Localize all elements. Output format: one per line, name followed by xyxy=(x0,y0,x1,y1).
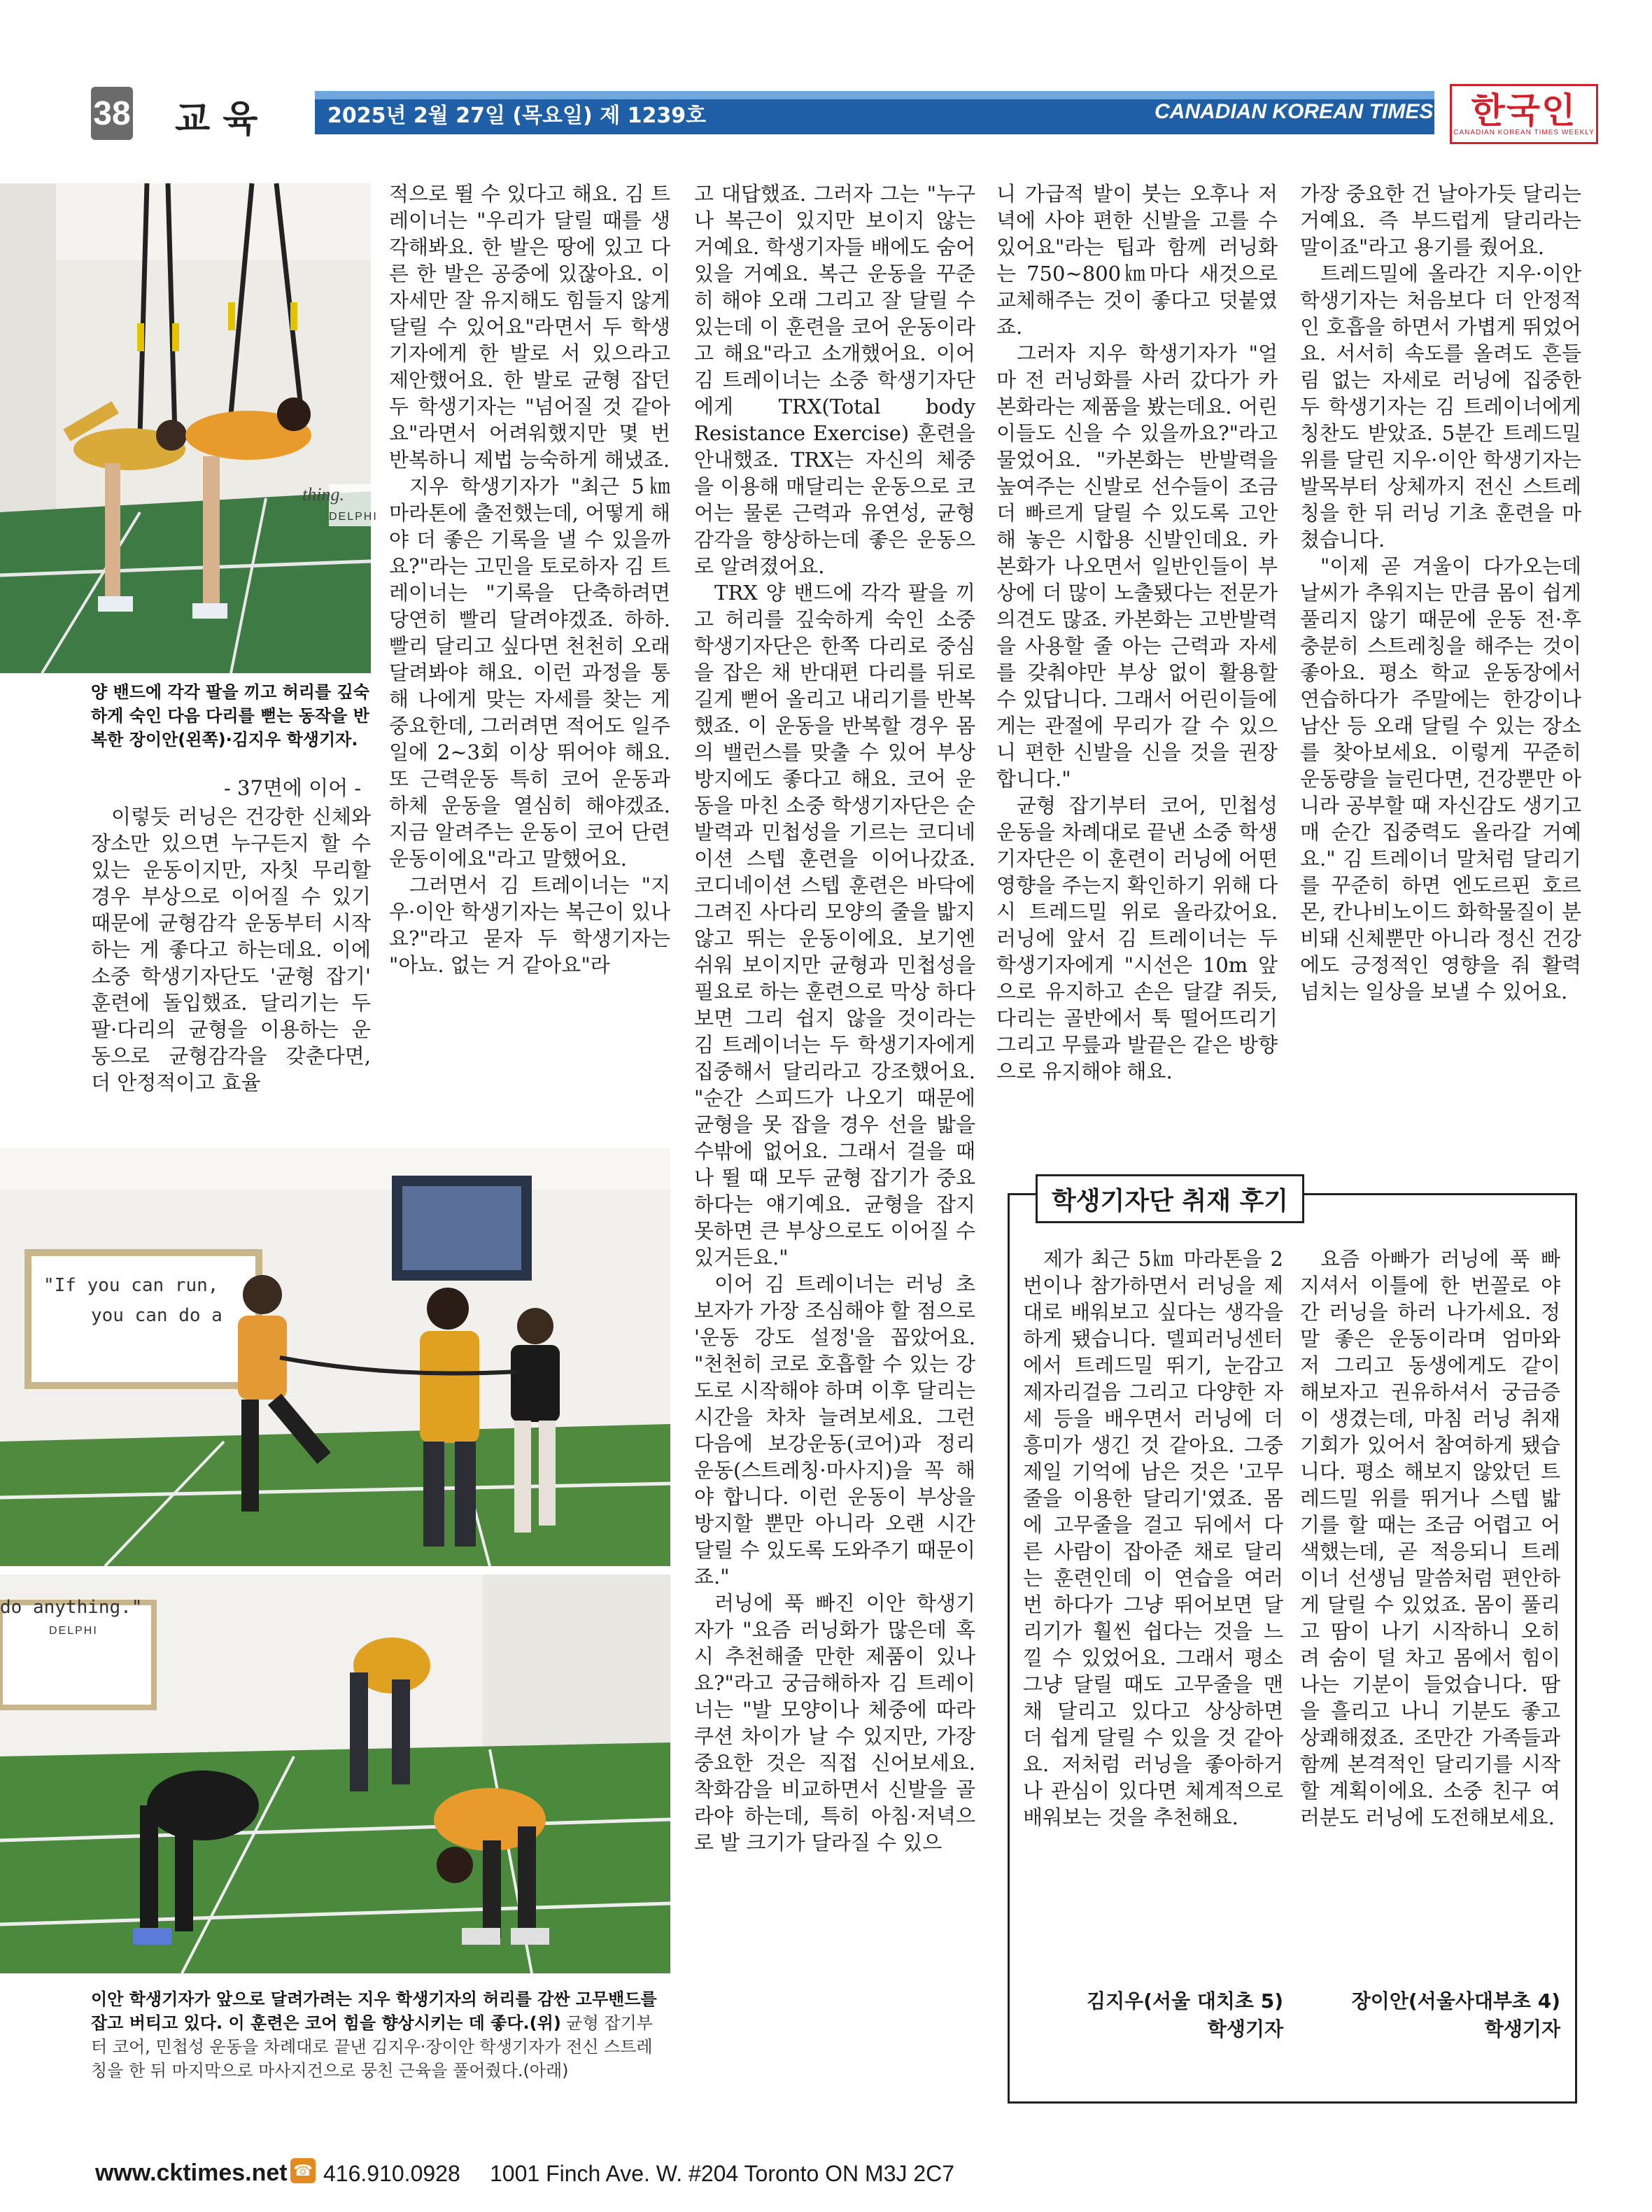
footer-address: 1001 Finch Ave. W. #204 Toronto ON M3J 2C7 xyxy=(490,2161,955,2186)
photo-trx-exercise xyxy=(0,183,378,673)
signature-name: 장이안(서울사대부초 4) xyxy=(1351,1989,1560,2013)
issue-date: 2025년 2월 27일 (목요일) 제 1239호 xyxy=(327,104,707,128)
paragraph: 이렇듯 러닝은 건강한 신체와 장소만 있으면 누구든지 할 수 있는 운동이지만, 자칫 무리할 경우 부상으로 이어질 수 있기 때문에 균형감각 운동부터 시작하는 게 좋다고 하는데요. 이에 소중 학생기자단도 '균형 잡기' 훈련에 돌입했죠. 달리기는 두 팔·다리의 균형을 이용하는 운동으로 균형감각을 갖춘다면, 더 안정적이고 효율 xyxy=(91,805,371,1094)
trx-photo-illustration xyxy=(0,183,371,673)
paragraph: 제가 최근 5㎞ 마라톤을 2번이나 참가하면서 러닝을 제대로 배워보고 싶다는 생각을 하게 됐습니다. 델피러닝센터에서 트레드밀 뛰기, 눈감고 제자리걸음 그리고 다양한 자세 등을 배우면서 러닝에 더 흥미가 생긴 것 같아요. 그중 제일 기억에 남은 것은 '고무줄을 이용한 달리기'였죠. 몸에 고무줄을 걸고 뒤에서 다른 사람이 잡아준 채로 달리는 훈련인데 이 연습을 여러 번 하다가 그냥 뛰어보면 달리기가 훨씬 쉽다는 것을 느낄 수 있었어요. 그래서 평소 그냥 달릴 때도 고무줄을 맨 채 달리고 있다고 상상하면 더 쉽게 달릴 수 있을 것 같아요. 저처럼 러닝을 좋아하거나 관심이 있다면 체계적으로 배워보는 것을 추천해요. xyxy=(1023,1247,1283,1829)
paragraph: TRX 양 밴드에 각각 팔을 끼고 허리를 깊숙하게 숙인 소중 학생기자단은 한쪽 다리로 중심을 잡은 채 반대편 다리를 뒤로 길게 뻗어 올리고 내리기를 반복했죠. 이 운동을 반복할 경우 몸의 밸런스를 맞출 수 있어 부상 방지에도 좋다고 해요. 코어 운동을 마친 소중 학생기자단은 순발력과 민첩성을 기르는 코디네이션 스텝 훈련을 이어나갔죠. 코디네이션 스텝 훈련은 바닥에 그려진 사다리 모양의 줄을 밟지 않고 뛰는 운동이에요. 보기엔 쉬워 보이지만 균형과 민첩성을 필요로 하는 훈련으로 막상 하다 보면 그리 쉽지 않을 것이라는 김 트레이너는 두 학생기자에게 집중해서 달리라고 강조했어요. "순간 스피드가 나오기 때문에 균형을 못 잡을 경우 선을 밟을 수밖에 없어요. 그래서 걸을 때나 뛸 때 모두 균형 잡기가 중요하다는 얘기예요. 균형을 잡지 못하면 큰 부상으로도 이어질 수 있거든요." xyxy=(694,581,975,1269)
phone-icon: ☎ xyxy=(290,2158,316,2183)
photo-resistance-band xyxy=(0,1148,670,1566)
wall-slogan: thing. xyxy=(302,484,344,505)
article-column-4 xyxy=(996,181,1278,1085)
paragraph: 그러면서 김 트레이너는 "지우·이안 학생기자는 복근이 있나요?"라고 묻자 두 학생기자는 "아뇨. 없는 거 같아요"라 xyxy=(389,873,670,977)
article-column-2 xyxy=(389,181,670,978)
wall-slogan-line-3: do anything." xyxy=(0,1597,143,1618)
review-right-text xyxy=(1300,1246,1560,1831)
paragraph: 가장 중요한 건 날아가듯 달리는 거예요. 즉 부드럽게 달리라는 말이죠"라고 용기를 줬어요. xyxy=(1300,182,1581,259)
paragraph: "이제 곧 겨울이 다가오는데 날씨가 추워지는 만큼 몸이 쉽게 풀리지 않기 때문에 운동 전·후 충분히 스트레칭을 해주는 것이 좋아요. 평소 학교 운동장에서 연습하다가 주말에는 한강이나 남산 등 오래 달릴 수 있는 장소를 찾아보세요. 이렇게 꾸준히 운동량을 늘린다면, 건강뿐만 아니라 공부할 때 자신감도 생기고 매 순간 집중력도 올라갈 거예요." 김 트레이너 말처럼 달리기를 꾸준히 하면 엔도르핀 호르몬, 칸나비노이드 화학물질이 분비돼 신체뿐만 아니라 정신 건강에도 긍정적인 영향을 줘 활력 넘치는 일상을 보낼 수 있어요. xyxy=(1300,554,1581,1003)
wall-slogan-line-1: "If you can run, xyxy=(43,1275,219,1296)
article-column-1 xyxy=(91,803,371,1096)
paragraph: 그러자 지우 학생기자가 "얼마 전 러닝화를 사러 갔다가 카본화라는 제품을 봤는데요. 어린이들도 신을 수 있을까요?"라고 물었어요. "카본화는 반발력을 높여주는 신발로 선수들이 조금 더 빠르게 달릴 수 있도록 고안해 놓은 시합용 신발인데요. 카본화가 나오면서 일반인들이 부상에 더 많이 노출됐다는 전문가 의견도 많죠. 카본화는 고반발력을 사용할 줄 아는 근력과 자세를 갖춰야만 부상 없이 활용할 수 있답니다. 그래서 어린이들에게는 관절에 무리가 갈 수 있으니 편한 신발을 신을 것을 권장합니다." xyxy=(996,341,1278,791)
article-column-5 xyxy=(1300,181,1581,1005)
paragraph: 트레드밀에 올라간 지우·이안 학생기자는 처음보다 더 안정적인 호흡을 하면서 가볍게 뛰었어요. 서서히 속도를 올려도 흔들림 없는 자세로 러닝에 집중한 두 학생기자는 김 트레이너에게 칭찬도 받았죠. 5분간 트레드밀 위를 달린 지우·이안 학생기자는 발목부터 상체까지 전신 스트레칭을 한 뒤 러닝 기초 훈련을 마쳤습니다. xyxy=(1300,262,1581,551)
review-left-text xyxy=(1023,1246,1283,1831)
wall-brand: DELPHI xyxy=(329,511,378,523)
footer-website: www.cktimes.net xyxy=(95,2160,288,2186)
wall-brand: DELPHI xyxy=(49,1625,98,1637)
photo-caption-bottom xyxy=(91,1987,665,2083)
signature-role: 학생기자 xyxy=(1207,2017,1283,2041)
paragraph: 이어 김 트레이너는 러닝 초보자가 가장 조심해야 할 점으로 '운동 강도 설정'을 꼽았어요. "천천히 코로 호흡할 수 있는 강도로 시작해야 하며 이후 달리는 시간을 차차 늘려보세요. 그런 다음에 보강운동(코어)과 정리운동(스트레칭·마사지)을 꼭 해야 합니다. 이런 운동이 부상을 방지할 뿐만 아니라 오랜 시간 달릴 수 있도록 도와주기 때문이죠." xyxy=(694,1272,975,1588)
caption-bold: 이안 학생기자가 앞으로 달려가려는 지우 학생기자의 허리를 감싼 고무밴드를 잡고 버티고 있다. 이 훈련은 코어 힘을 향상시키는 데 좋다.(위) xyxy=(91,1989,657,2033)
section-title: 교육 xyxy=(175,99,271,141)
paragraph: 고 대답했죠. 그러자 그는 "누구나 복근이 있지만 보이지 않는 거예요. 학생기자들 배에도 숨어 있을 거예요. 복근 운동을 꾸준히 해야 오래 그리고 잘 달릴 수 있는데 이 훈련을 코어 운동이라고 해요"라고 소개했어요. 이어 김 트레이너는 소중 학생기자단에게 TRX(Total body Resistance Exercise) 훈련을 안내했죠. TRX는 자신의 체중을 이용해 매달리는 운동으로 코어는 물론 근력과 유연성, 균형감각을 향상하는데 좋은 운동으로 알려졌어요. xyxy=(694,182,975,578)
paragraph: 니 가급적 발이 붓는 오후나 저녁에 사야 편한 신발을 고를 수 있어요"라는 팁과 함께 러닝화는 750~800㎞마다 새것으로 교체해주는 것이 좋다고 덧붙였죠. xyxy=(996,182,1278,339)
newspaper-logo xyxy=(1450,84,1598,144)
caption-rest: 균형 잡기부터 코어, 민첩성 운동을 차례대로 끝낸 김지우·장이안 학생기자가 전신 스트레칭을 한 뒤 마지막으로 마사지건으로 뭉친 근육을 풀어줬다.(아래) xyxy=(91,2013,653,2080)
paragraph: 러닝에 푹 빠진 이안 학생기자가 "요즘 러닝화가 많은데 혹시 추천해줄 만한 제품이 있나요?"라고 궁금해하자 김 트레이너는 "발 모양이나 체중에 따라 쿠션 차이가 날 수 있지만, 가장 중요한 것은 직접 신어보세요. 착화감을 비교하면서 신발을 골라야 하는데, 특히 아침·저녁으로 발 크기가 달라질 수 있으 xyxy=(694,1591,975,1854)
logo-text: 한국인 xyxy=(1471,90,1577,131)
stretch-photo-illustration xyxy=(0,1575,670,1973)
paragraph: 적으로 뛸 수 있다고 해요. 김 트레이너는 "우리가 달릴 때를 생각해봐요. 한 발은 땅에 있고 다른 한 발은 공중에 있잖아요. 이 자세만 잘 유지해도 힘들지 않게 달릴 수 있어요"라면서 두 학생기자에게 한 발로 서 있으라고 제안했어요. 한 발로 균형 잡던 두 학생기자는 "넘어질 것 같아요"라면서 어려워했지만 몇 번 반복하니 제법 능숙하게 해냈죠. xyxy=(389,182,670,472)
band-photo-illustration xyxy=(0,1148,670,1566)
review-right-signature xyxy=(1300,1987,1560,2043)
review-left-signature xyxy=(1023,1987,1283,2043)
page-number: 38 xyxy=(91,87,133,140)
paragraph: 균형 잡기부터 코어, 민첩성 운동을 차례대로 끝낸 소중 학생기자단은 이 훈련이 러닝에 어떤 영향을 주는지 확인하기 위해 다시 트레드밀 위로 올라갔어요. 러닝에 앞서 김 트레이너는 두 학생기자에게 "시선은 10m 앞으로 유지하고 손은 달걀 쥐듯, 다리는 골반에서 툭 떨어뜨리기 그리고 무릎과 발끝은 같은 방향으로 유지해야 해요. xyxy=(996,794,1278,1083)
paper-name: CANADIAN KOREAN TIMES xyxy=(1155,100,1434,123)
wall-slogan-line-2: you can do a xyxy=(91,1305,223,1326)
photo-stretching xyxy=(0,1575,670,1973)
photo-caption-top: 양 밴드에 각각 팔을 끼고 허리를 깊숙하게 숙인 다음 다리를 뻗는 동작을 반복한 장이안(왼쪽)·김지우 학생기자. xyxy=(91,682,369,749)
paragraph: 요즘 아빠가 러닝에 푹 빠지셔서 이틀에 한 번꼴로 야간 러닝을 하러 나가세요. 정말 좋은 운동이라며 엄마와 저 그리고 동생에게도 같이 해보자고 권유하셔서 궁금증이 생겼는데, 마침 러닝 취재 기회가 있어서 참여하게 됐습니다. 평소 해보지 않았던 트레드밀 위를 뛰거나 스텝 밟기를 할 때는 조금 어렵고 어색했는데, 곧 적응되니 트레이너 선생님 말씀처럼 편안하게 달릴 수 있었죠. 몸이 풀리고 땀이 나기 시작하니 오히려 숨이 덜 차고 몸에서 힘이 나는 기분이 들었습니다. 땀을 흘리고 나니 기분도 좋고 상쾌해졌죠. 조만간 가족들과 함께 본격적인 달리기를 시작할 계획이에요. 소중 친구 여러분도 러닝에 도전해보세요. xyxy=(1300,1247,1560,1829)
article-column-3 xyxy=(694,181,975,1856)
footer-phone: 416.910.0928 xyxy=(323,2161,460,2186)
logo-subtext: CANADIAN KOREAN TIMES WEEKLY xyxy=(1453,128,1595,136)
review-title: 학생기자단 취재 후기 xyxy=(1036,1174,1304,1223)
continued-from-note: - 37면에 이어 - xyxy=(224,776,362,800)
signature-name: 김지우(서울 대치초 5) xyxy=(1087,1989,1283,2013)
paragraph: 지우 학생기자가 "최근 5㎞ 마라톤에 출전했는데, 어떻게 해야 더 좋은 기록을 낼 수 있을까요?"라는 고민을 토로하자 김 트레이너는 "기록을 단축하려면 당연히 빨리 달려야겠죠. 하하. 빨리 달리고 싶다면 천천히 오래 달려봐야 해요. 이런 과정을 통해 나에게 맞는 자세를 찾는 게 중요한데, 그러려면 적어도 일주일에 2~3회 이상 뛰어야 해요. 또 근력운동 특히 코어 운동과 하체 운동을 열심히 해야겠죠. 지금 알려주는 운동이 코어 단련 운동이에요"라고 말했어요. xyxy=(389,474,670,871)
signature-role: 학생기자 xyxy=(1484,2017,1560,2041)
